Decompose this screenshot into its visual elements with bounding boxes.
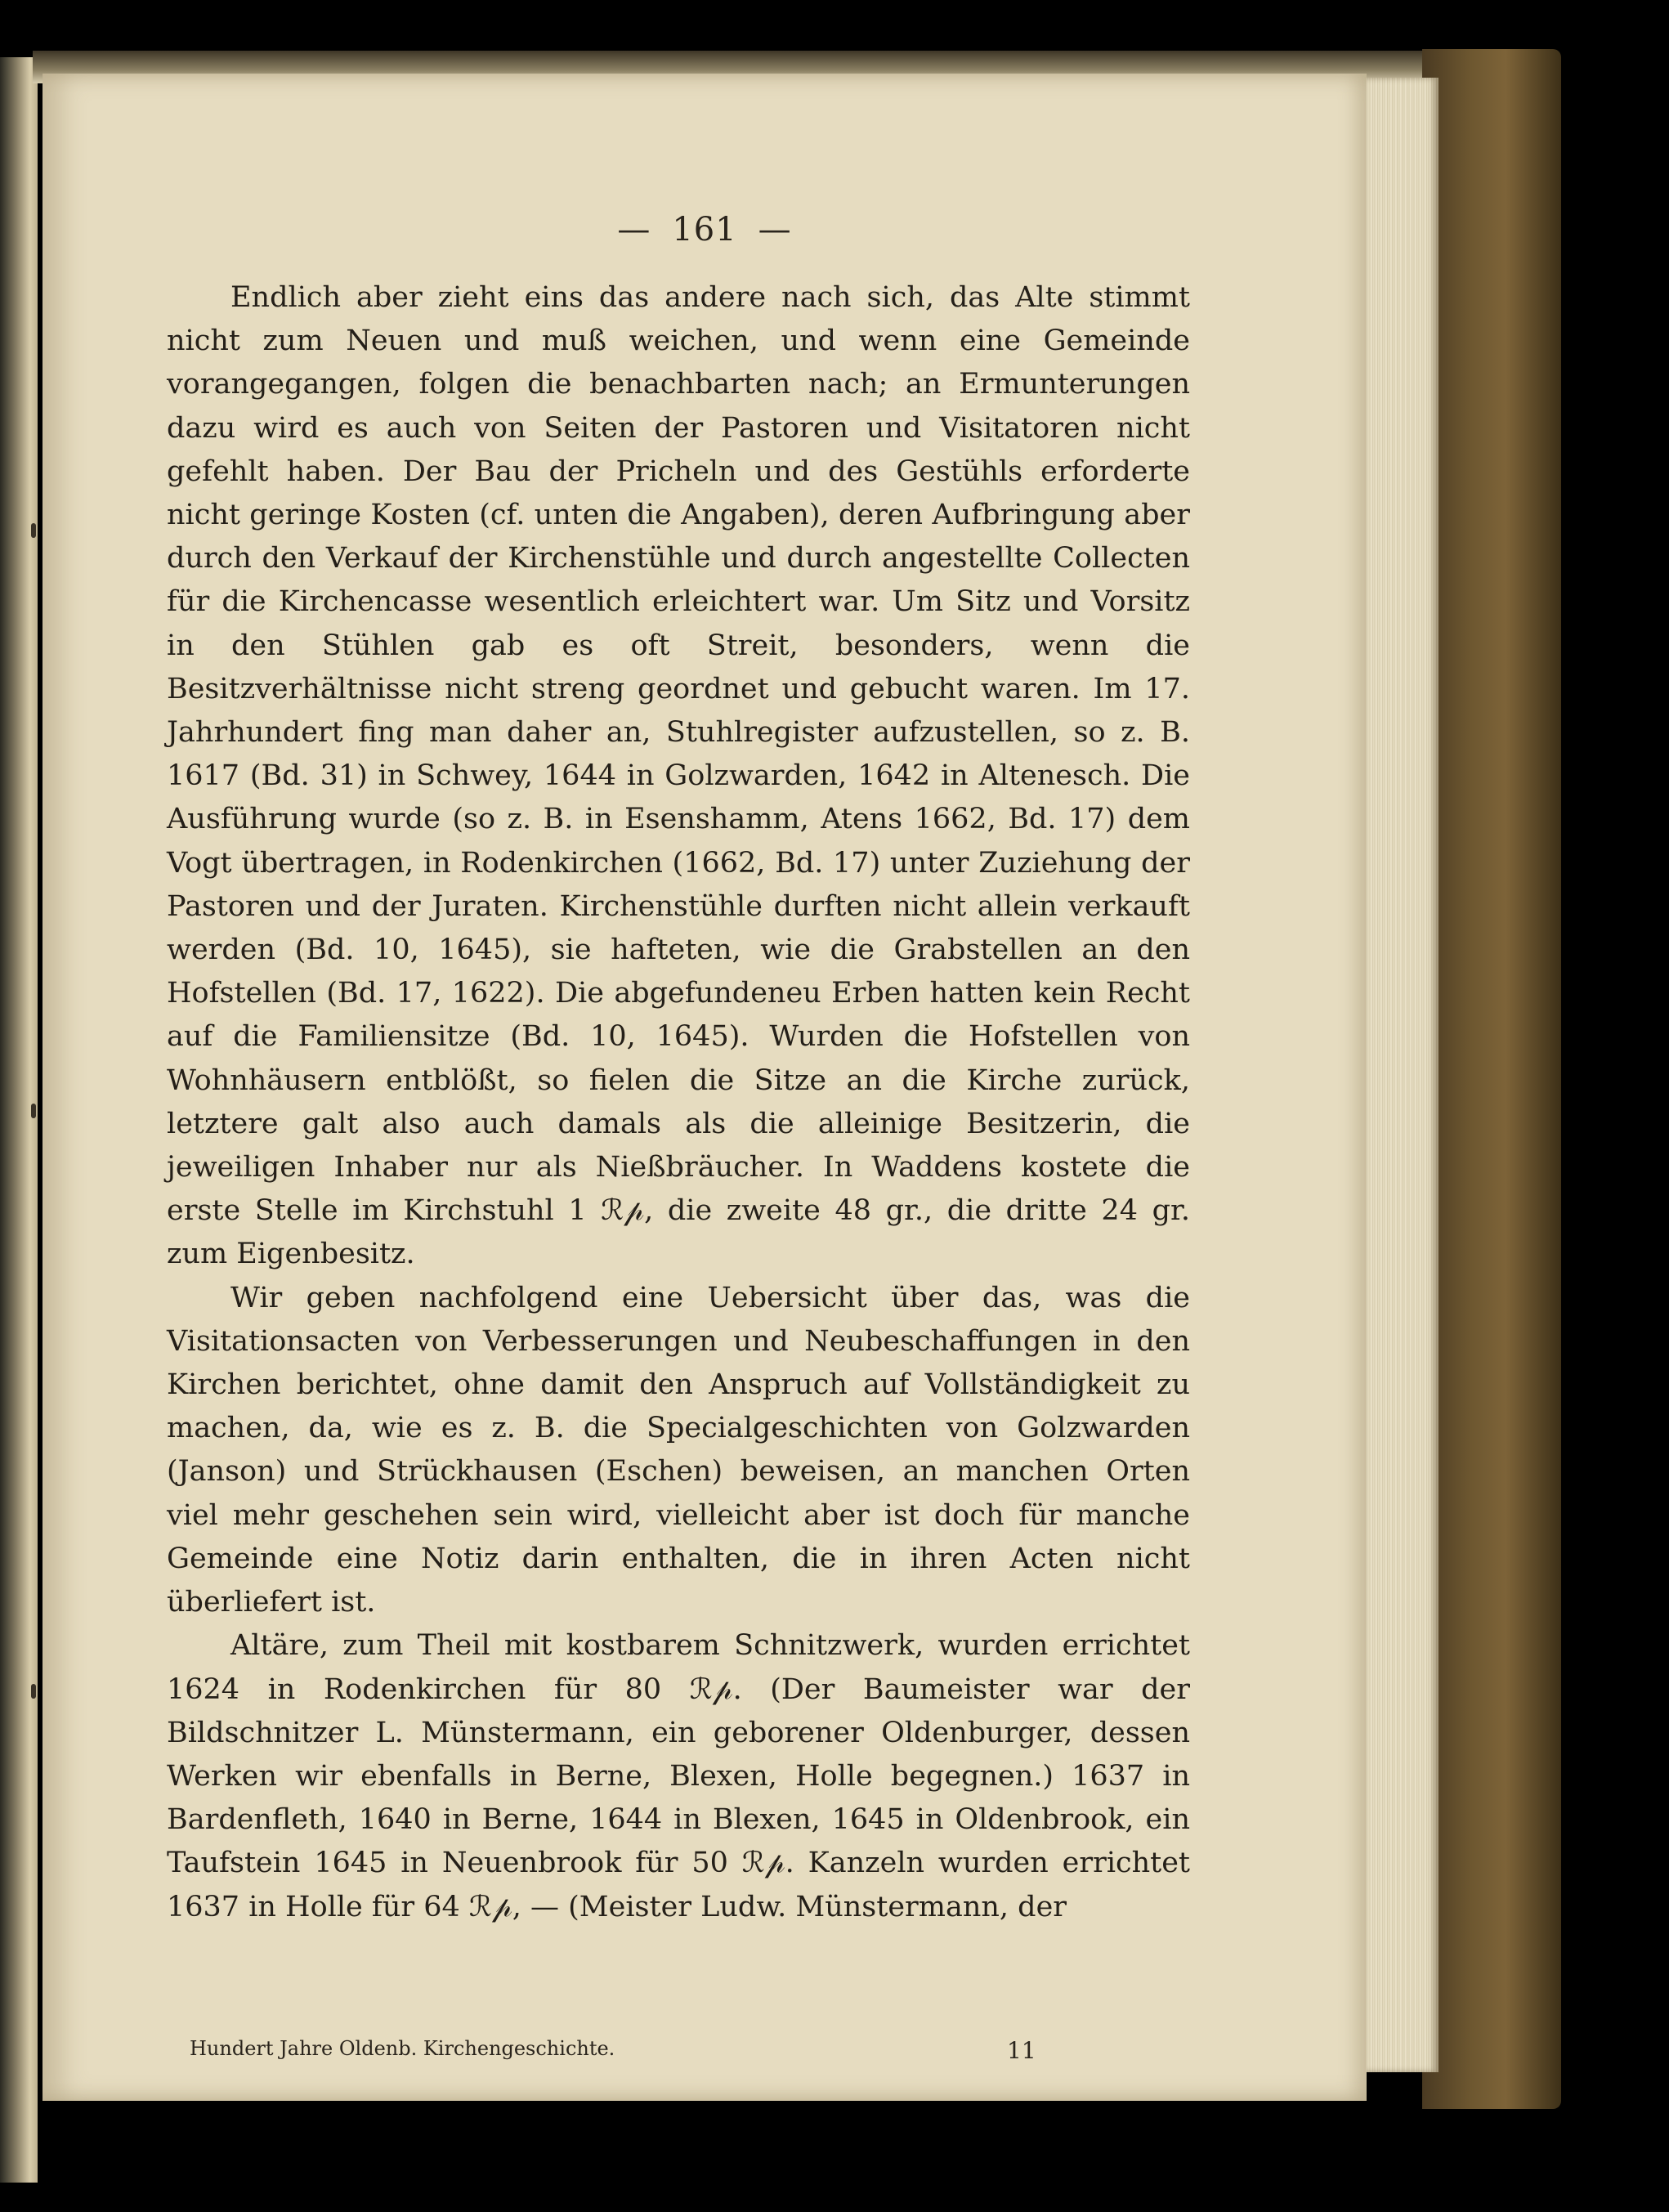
page-number: 161 [672,211,737,249]
margin-mark [31,523,36,538]
facing-page-edge [0,57,38,2183]
page-body [167,276,1190,1929]
page-footer [190,2037,1040,2064]
margin-mark [31,1104,36,1118]
signature-number: 11 [1007,2037,1036,2064]
signature-title: Hundert Jahre Oldenb. Kirchengeschichte. [190,2037,615,2060]
paragraph: Wir geben nachfolgend eine Uebersicht über das, was die Visitationsacten von Verbesserungen und Neubeschaffungen in den Kirchen berichtet, ohne damit den Anspruch auf Vollständigkeit zu machen, da, wie es z. B. die Specialgeschichten von Golzwarden (Janson) und Strückhausen (Eschen) beweisen, an manchen Orten viel mehr geschehen sein wird, vielleicht aber ist doch für manche Gemeinde eine Notiz darin enthalten, die in ihren Acten nicht überliefert ist. [167,1281,1190,1619]
margin-mark [31,1684,36,1699]
page-stack-edge [1363,78,1439,2072]
paragraph: Endlich aber zieht eins das andere nach sich, das Alte stimmt nicht zum Neuen und muß weichen, und wenn eine Gemeinde vorangegangen, folgen die benachbarten nach; an Ermunterungen dazu wird es auch von Seiten der Pastoren und Visitatoren nicht gefehlt haben. Der Bau der Pricheln und des Gestühls erforderte nicht geringe Kosten (cf. unten die Angaben), deren Aufbringung aber durch den Verkauf der Kirchenstühle und durch angestellte Collecten für die Kirchencasse wesentlich erleichtert war. Um Sitz und Vorsitz in den Stühlen gab es oft Streit, besonders, wenn die Besitzverhältnisse nicht streng geordnet und gebucht waren. Im 17. Jahrhundert fing man daher an, Stuhlregister aufzustellen, so z. B. 1617 (Bd. 31) in Schwey, 1644 in Golzwarden, 1642 in Altenesch. Die Ausführung wurde (so z. B. in Esenshamm, Atens 1662, Bd. 17) dem Vogt übertragen, in Rodenkirchen (1662, Bd. 17) unter Zuziehung der Pastoren und der Juraten. Kirchenstühle durften nicht allein verkauft werden (Bd. 10, 1645), sie hafteten, wie die Grabstellen an den Hofstellen (Bd. 17, 1622). Die abgefundeneu Erben hatten kein Recht auf die Familiensitze (Bd. 10, 1645). Wurden die Hofstellen von Wohnhäusern entblößt, so fielen die Sitze an die Kirche zurück, letztere galt also auch damals als die alleinige Besitzerin, die jeweiligen Inhaber nur als Nießbräucher. In Waddens kostete die erste Stelle im Kirchstuhl 1 ℛ𝓅, die zweite 48 gr., die dritte 24 gr. zum Eigenbesitz. [167,281,1190,1271]
header-dash-right: — [758,211,792,249]
book-page [43,74,1367,2101]
header-dash-left: — [617,211,651,249]
page-header [43,211,1367,249]
book-cover-edge [1422,49,1561,2109]
paragraph: Altäre, zum Theil mit kostbarem Schnitzwerk, wurden errichtet 1624 in Rodenkirchen für 80 ℛ𝓅. (Der Baumeister war der Bildschnitzer L. Münstermann, ein geborener Oldenburger, dessen Werken wir ebenfalls in Berne, Blexen, Holle begegnen.) 1637 in Bardenfleth, 1640 in Berne, 1644 in Blexen, 1645 in Oldenbrook, ein Taufstein 1645 in Neuenbrook für 50 ℛ𝓅. Kanzeln wurden errichtet 1637 in Holle für 64 ℛ𝓅, — (Meister Ludw. Münstermann, der [167,1629,1190,1923]
